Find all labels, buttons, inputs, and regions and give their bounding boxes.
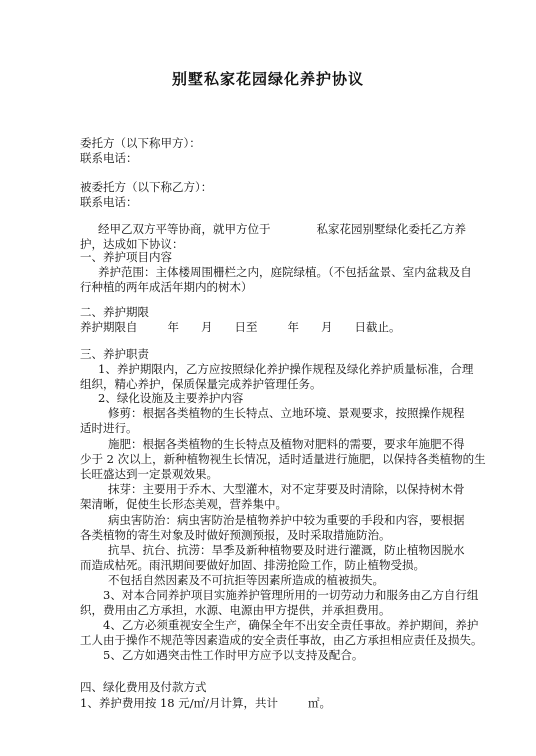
document-title: 别墅私家花园绿化养护协议 [171,70,364,88]
section-2-heading: 二、养护期限 [80,305,149,319]
duty-3-line-2: 织，费用由乙方承担，水源、电源由甲方提供，并承担费用。 [80,603,391,617]
party-a-label: 委托方（以下称甲方）： [80,136,201,150]
duty-3-line-1: 3、对本合同养护项目实施养护管理所用的一切劳动力和服务由乙方自行组 [103,588,479,602]
pest-control-line-1: 病虫害防治：病虫害防治是植物养护中较为重要的手段和内容，要根据 [108,513,465,527]
duty-1-line-2: 组织，精心养护，保质保量完成养护管理任务。 [80,377,322,391]
section-4-heading: 四、绿化费用及付款方式 [80,680,207,694]
duty-1-line-1: 1、养护期限内，乙方应按照绿化养护操作规程及绿化养护质量标准，合理 [98,362,474,376]
period-day-end: 日截止。 [354,320,401,334]
duty-5: 5、乙方如遇突击性工作时甲方应予以支持及配合。 [103,648,364,662]
pruning-line-1: 修剪：根据各类植物的生长特点、立地环境、景观要求，按照操作规程 [108,406,465,420]
duty-4-line-1: 4、乙方必须重视安全生产，确保全年不出安全责任事故。养护期间，养护 [103,618,479,632]
intro-text-b: 私家花园别墅绿化委托乙方养 [316,222,466,236]
sprout-line-2: 架清晰，促使生长形态美观，营养集中。 [80,497,287,511]
duty-2-heading: 2、绿化设施及主要养护内容 [98,391,244,405]
period-month-2: 月 [321,320,333,334]
period-month-1: 月 [201,320,213,334]
duty-4-line-2: 工人由于操作不规范等因素造成的安全责任事故，由乙方承担相应责任及损失。 [80,633,483,647]
period-from-label: 养护期限自 [80,320,138,334]
section-2-period [80,320,401,334]
intro-line-2: 护，达成如下协议： [80,237,184,251]
drought-flood-line-1: 抗旱、抗台、抗涝：旱季及新种植物要及时进行灌溉，防止植物因脱水 [108,543,465,557]
section-1-scope-line-1: 养护范围：主体楼周围栅栏之内，庭院绿植。（不包括盆景、室内盆栽及自 [98,265,472,279]
period-day-to: 日至 [234,320,258,334]
intro-line-1 [98,222,466,236]
fee-line [80,696,331,710]
pest-control-line-2: 各类植物的寄生对象及时做好预测预报，及时采取措施防治。 [80,528,391,542]
party-b-phone: 联系电话： [80,195,138,209]
fertilizing-line-3: 长旺盛达到一定景观效果。 [80,467,218,481]
exclusion-note: 不包括自然因素及不可抗拒等因素所造成的植被损失。 [108,573,384,587]
party-a-phone: 联系电话： [80,151,138,165]
pruning-line-2: 适时进行。 [80,421,138,435]
period-year-1: 年 [167,320,179,334]
intro-text-a: 经甲乙双方平等协商，就甲方位于 [98,222,271,236]
fee-text-b: ㎡。 [308,696,332,710]
section-1-heading: 一、养护项目内容 [80,250,172,264]
drought-flood-line-2: 而造成枯死。雨汛期间要做好加固、排涝抢险工作，防止植物受损。 [80,558,425,572]
fertilizing-line-2: 少于 2 次以上，新种植物视生长情况，适时适量进行施肥，以保持各类植物的生 [80,452,486,466]
fee-text-a: 1、养护费用按 18 元/㎡/月计算，共计 [80,696,279,710]
fertilizing-line-1: 施肥：根据各类植物的生长特点及植物对肥料的需要，要求年施肥不得 [108,437,465,451]
section-3-heading: 三、养护职责 [80,347,149,361]
period-year-2: 年 [287,320,299,334]
party-b-label: 被委托方（以下称乙方）： [80,180,213,194]
sprout-line-1: 抹芽：主要用于乔木、大型灌木，对不定芽要及时清除，以保持树木骨 [108,482,465,496]
section-1-scope-line-2: 行种植的两年成活年期内的树木） [80,280,253,294]
